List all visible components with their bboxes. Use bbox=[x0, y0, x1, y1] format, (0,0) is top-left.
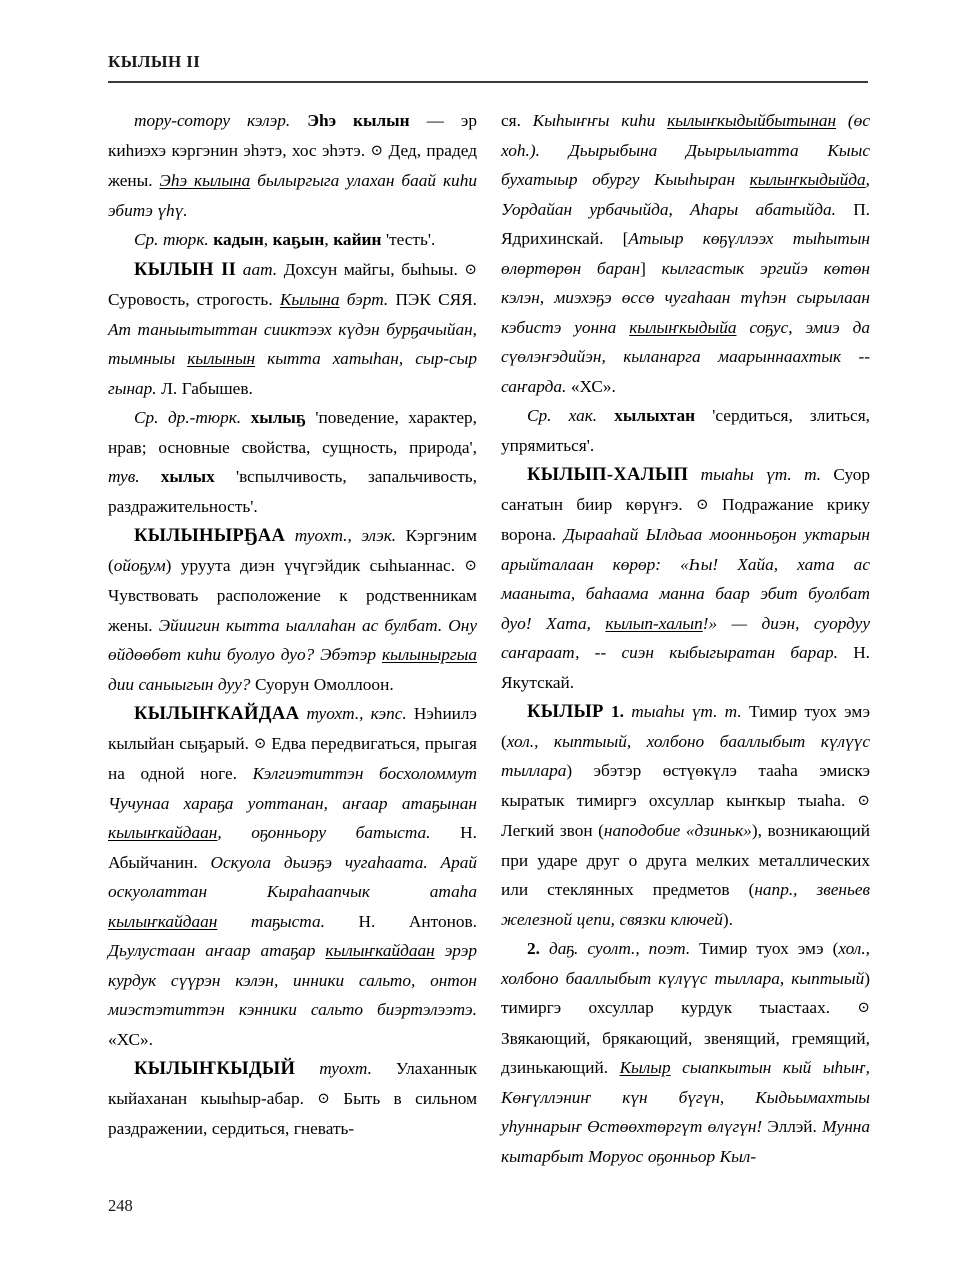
entry-kylyr: КЫЛЫР 1. тыаhы үт. т. Тимир туох эмэ (хол., кыптыый, холбоно бааллыбыт күлүүс тыллара) эбэтэр өстүөкүлэ тааhа эмискэ кыратык тимиргэ охсуллар кыҥкыр тыаhа. ⊙ Легкий звон (наподобие «дзиньк»), возникающий при ударе друг о друга мелких металлических или стеклянных предметов (напр., звеньев железной цепи, связки ключей). bbox=[501, 701, 870, 929]
sense-marker-icon: ⊙ bbox=[253, 735, 267, 752]
sense-kylyr-2: 2. даҕ. суолт., поэт. Тимир туох эмэ (хол., холбоно бааллыбыт күлүүс тыллара, кыптыый) тимиргэ охсуллар курдук тыастаах. ⊙ Звякающий, брякающий, звенящий, гремящий, дзинькающий. Кылыр сыапкытын кый ыhыҥ, Көҥүллэниҥ күн бүгүн, Кыдьымахтыы уhуннарыҥ Өстөөхтөргүт өлүгүн! Эллэй. Мунна кытарбыт Моруос оҕонньор Кыл- bbox=[501, 939, 870, 1166]
entry-kylyngkydyi-continued: ся. Кыhыҥҥы киhи кылыҥкыдыйбытынан (өс хоh.). Дьырыбына Дьырылыатта Кыыс бухатыыр обургу Кыыhыран кылыҥкыдыйда, Уордайан урбачыйда, Аhары абатыйда. П. Ядрихинскай. [Атыыр көҕүллээх тыhытын өлөртөрөн баран] кылгастык эргийэ көтөн кэлэн, миэхэҕэ өссө чугаhаан түhэн сырылаан кэбистэ уонна кылыҥкыдыйа соҕус, эмиэ да сүөлэҥэдийэн, кыланарга маарыннаахтык -- саҥарда. «ХС». bbox=[501, 111, 871, 396]
right-column bbox=[501, 106, 870, 1181]
page-number: 248 bbox=[108, 1196, 133, 1215]
sense-marker-icon: ⊙ bbox=[857, 792, 870, 809]
compare-note-kylyngkydyi: Ср. хак. хылыхтан 'сердиться, злиться, упрямиться'. bbox=[501, 406, 870, 455]
two-column-body bbox=[108, 106, 870, 1181]
entry-kylyn-2: КЫЛЫН II аат. Дохсун майгы, быhыы. ⊙ Суровость, строгость. Кылына бэрт. ПЭК СЯЯ. Ат таныытыттан сииктээх күдэн бурҕачыйан, тымныы кылынын кытта хатыhан, сыр-сыр гынар. Л. Габышев. bbox=[108, 258, 477, 398]
headword-kylyngkydyi: КЫЛЫҤКЫДЫЙ bbox=[134, 1058, 296, 1079]
sense-marker-icon: ⊙ bbox=[695, 496, 709, 513]
sense-marker-icon: ⊙ bbox=[464, 261, 477, 278]
sense-marker-icon: ⊙ bbox=[370, 142, 384, 159]
entry-kylynyrgaa: КЫЛЫНЫРҔАА туохт., элэк. Кэргэним (ойоҕум) уруута диэн үчүгэйдик сыhыаннас. ⊙ Чувствовать расположение к родственникам жены. Эйиигин кытта ыаллаhан ас булбат. Ону өйдөөбөт киhи буолуо дуо? Эбэтэр кылыныргыа дии саныыгын дуу? Суорун Омоллоон. bbox=[108, 525, 477, 694]
entry-kylyp-khalyp: КЫЛЫП-ХАЛЫП тыаhы үт. т. Суор саҥатын биир көрүҥэ. ⊙ Подражание крику ворона. Дырааhай Ылдьаа моонньоҕон уктарын арыйталаан көрөр: «Һы! Хайа, хата ас мааныта, баhаама манна баар эбит буолбат дуо! Хата, кылып-халып!» — диэн, суордуу саҥараат, -- сиэн кыбыгыратан барар. Н. Якутскай. bbox=[501, 464, 871, 692]
compare-note-kylyn-1: Ср. тюрк. кадын, каҕын, кайин 'тесть'. bbox=[134, 230, 436, 249]
headword-kylyngkaidaa: КЫЛЫҤКАЙДАА bbox=[134, 703, 300, 724]
header-rule bbox=[108, 81, 868, 83]
entry-kylyngkydyi: КЫЛЫҤКЫДЫЙ туохт. Улаханнык кыйаханан кыыhыр-абар. ⊙ Быть в сильном раздражении, сердиться, гневать- bbox=[108, 1058, 478, 1138]
sense-marker-icon: ⊙ bbox=[857, 1000, 870, 1016]
running-head: КЫЛЫН II bbox=[108, 52, 201, 71]
sense-marker-icon: ⊙ bbox=[317, 1090, 330, 1107]
left-column bbox=[108, 106, 477, 1181]
entry-kylyn-1-continued: тору-сотору кэлэр. Эhэ кылын — эр киhиэхэ кэргэнин эhэтэ, хос эhэтэ. ⊙ Дед, прадед жены. Эhэ кылына былыргыга улахан баай киhи эбитэ үhү. bbox=[108, 111, 478, 220]
headword-kylyp-khalyp: КЫЛЫП-ХАЛЫП bbox=[527, 464, 689, 485]
headword-kylyn-2: КЫЛЫН II bbox=[134, 258, 237, 280]
compare-note-kylyn-2: Ср. др.-тюрк. хылыҕ 'поведение, характер, нрав; основные свойства, сущность, природа', тув. хылых 'вспылчивость, запальчивость, раздражительность'. bbox=[108, 408, 477, 516]
entry-kylyngkaidaa: КЫЛЫҤКАЙДАА туохт., кэпс. Нэhиилэ кылыйан сыҕарый. ⊙ Едва передвигаться, прыгая на одной ноге. Кэлгиэтиттэн босхоломмут Чучунаа хараҕа уоттанан, аҥаар атаҕынан кылыҥкайдаан, оҕонньору батыста. Н. Абыйчанин. Оскуола дьиэҕэ чугаhаата. Арай оскуолаттан Кыраhаапчык атаhа кылыҥкайдаан таҕыста. Н. Антонов. Дьулустаан аҥаар атаҕар кылыҥкайдаан эрэр курдук сүүрэн кэлэн, инники сальто, онтон миэстэтиттэн кэнники сальто биэртэлээтэ. «ХС». bbox=[108, 703, 478, 1049]
sense-marker-icon: ⊙ bbox=[464, 557, 477, 574]
headword-kylyr: КЫЛЫР bbox=[527, 701, 604, 722]
headword-kylynyrgaa: КЫЛЫНЫРҔАА bbox=[134, 525, 286, 546]
